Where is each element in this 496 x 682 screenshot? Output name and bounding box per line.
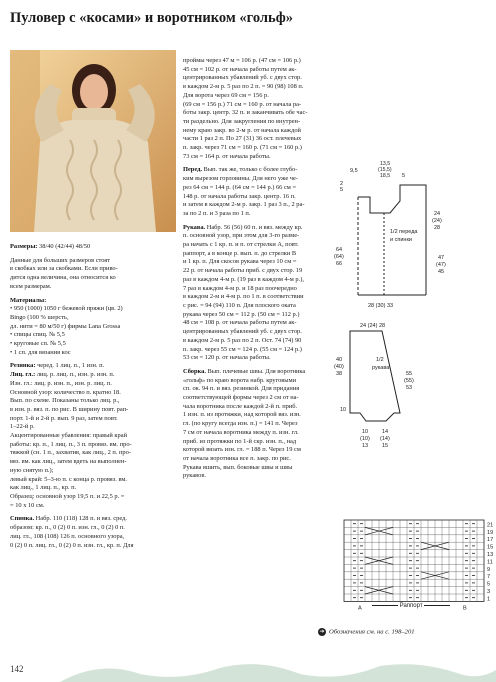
left-text-line: лиц. гл., 108 (108) 126 п. основного узора, <box>10 532 125 540</box>
middle-text-line: сп. ок. 94 п. и вяз. резинкой. Для придания <box>183 385 300 393</box>
svg-text:(10): (10) <box>360 436 370 442</box>
decorative-border <box>60 660 496 682</box>
middle-text-line: Перед. Вып. так же, только с более глубо- <box>183 166 298 174</box>
svg-text:24 (24) 28: 24 (24) 28 <box>360 323 386 329</box>
page-title: Пуловер с «косами» и воротником «гольф» <box>10 10 294 26</box>
left-text-line: Основной узор: количество п. кратно 18. <box>10 388 121 396</box>
middle-text-line: 7 см от начала воротника между п. изн. гл. <box>183 428 299 436</box>
middle-text-column <box>183 57 331 481</box>
svg-text:2: 2 <box>340 181 344 187</box>
left-text-line <box>10 297 178 306</box>
svg-text:45: 45 <box>438 269 445 275</box>
svg-text:64: 64 <box>336 247 343 253</box>
row-number: 1 <box>487 596 491 603</box>
svg-text:24: 24 <box>434 211 441 217</box>
row-number: 19 <box>487 529 494 536</box>
left-text-line: в изн. р. вяз. п. по рис. В ширину повт. рап- <box>10 405 129 413</box>
row-number: 7 <box>487 574 491 581</box>
middle-text-line: и 1 кр. п. Для скосов рукава через 10 см = <box>183 258 297 266</box>
row-number: 11 <box>487 559 493 566</box>
left-text-line: левый край: 5–3-ю п. с конца р. провяз. вм. <box>10 475 128 483</box>
svg-text:28 (30) 33: 28 (30) 33 <box>368 303 394 309</box>
svg-text:5: 5 <box>402 173 406 179</box>
middle-text-line: боты закр. центр. 32 п. и заканчивать обе час- <box>183 109 308 117</box>
svg-text:14: 14 <box>382 429 389 435</box>
middle-text-line: проймы через 47 м = 106 р. (47 см = 106 р.) <box>183 57 301 64</box>
left-text-line: 0 (2) 0 п. лиц. гл., 0 (2) 0 п. изн. гл., кр. п. Для <box>10 541 134 549</box>
middle-text-line: рез 64 см = 144 р. (64 см = 144 р.) 66 см = <box>183 183 297 191</box>
row-number: 5 <box>487 581 491 588</box>
left-text-line: 1–22-й р. <box>10 423 35 431</box>
middle-text-line: чала воротника после каждой 2-й п. приб. <box>183 402 298 410</box>
section-heading: Спинка. <box>10 515 35 523</box>
left-text-line: Акцентированные убавления: правый край <box>10 432 127 440</box>
svg-text:53: 53 <box>406 385 413 391</box>
left-text-line: тяжкой (сн. 1 п., захватив, как лиц., 2 п. про- <box>10 449 131 457</box>
svg-text:(15,5): (15,5) <box>378 167 392 173</box>
middle-text-line: раппорт, а в конце р. вып. п. до стрелки В <box>183 249 297 257</box>
middle-text-line: Для ворота через 69 см = 156 р. <box>183 91 269 99</box>
middle-text-line: за по 2 п. и 3 раза по 1 п. <box>183 209 251 217</box>
middle-text-line: ким вырезом горловины. Для него уже че- <box>183 175 298 183</box>
middle-text-line: от начала воротника все п. закр. по рис. <box>183 454 291 462</box>
svg-text:28: 28 <box>434 225 441 231</box>
left-text-line: = 10 х 10 см. <box>10 501 45 509</box>
stitch-chart <box>330 518 496 612</box>
left-text-line: в скобках или за скобками. Если приво- <box>10 265 118 273</box>
left-text-line: Данные для больших размеров стоят <box>10 256 111 264</box>
section-heading: Размеры: <box>10 243 38 250</box>
left-text-line: • круговые сп. № 5,5 <box>10 340 66 348</box>
middle-text-line: ра начать с 1 кр. п. и п. от стрелки А, повт. <box>183 241 299 249</box>
middle-text-line: «гольф» по краю ворота набр. круговыми <box>183 376 297 384</box>
arrow-b-label: В <box>463 605 467 612</box>
svg-text:(24): (24) <box>432 218 442 224</box>
left-text-line: как лиц., 1 лиц. п., кр. п. <box>10 484 77 492</box>
rapport-label: Раппорт <box>372 603 450 609</box>
legend-note: ➔ Обозначения см. на с. 198–201 <box>319 628 415 636</box>
svg-text:1/2 переда: 1/2 переда <box>390 229 418 235</box>
svg-text:13: 13 <box>362 443 369 449</box>
svg-text:38: 38 <box>336 371 343 377</box>
middle-text-line: нему краю закр. во 2-м р. от начала каждой <box>183 126 301 134</box>
svg-text:40: 40 <box>336 357 343 363</box>
middle-text-line: центрированных убавлений уб. с двух стор. <box>183 74 302 82</box>
row-number: 9 <box>487 566 491 573</box>
left-text-line: дл. нити = 80 м/50 г) фирмы Lana Grossa <box>10 322 121 330</box>
middle-text-line: гл. (по кругу всегда изн. п.) = 141 п. Через <box>183 420 298 428</box>
left-text-column <box>10 243 178 550</box>
svg-text:10: 10 <box>340 407 347 413</box>
middle-text-line: центрированных убавлений уб. с двух стор. <box>183 328 302 336</box>
middle-text-line: в каждом 2-м р. 5 раз по 2 п. = 90 (98) 108 п. <box>183 83 304 91</box>
dim-top: 13,5 <box>380 161 391 167</box>
svg-text:9,5: 9,5 <box>350 168 358 174</box>
left-text-line: дится одна величина, она относится ко <box>10 274 116 282</box>
middle-text-line: соответствующей формы через 2 см от на- <box>183 394 299 402</box>
sleeve-schematic <box>350 331 400 421</box>
middle-text-line: Рукава вшить, вып. боковые швы и швы <box>183 463 293 471</box>
svg-text:(64): (64) <box>334 254 344 260</box>
middle-text-line: приб. из протяжки по 1-й скр. изн. п., над <box>183 437 297 445</box>
left-text-line: • спицы спиц. № 5,5 <box>10 331 65 339</box>
left-text-line: Bingo (100 % шерсть, <box>10 313 69 321</box>
row-number: 15 <box>487 544 494 551</box>
section-heading: Сборка. <box>183 367 206 375</box>
row-number: 3 <box>487 589 491 595</box>
svg-text:(40): (40) <box>334 364 344 370</box>
row-number: 17 <box>487 537 494 544</box>
middle-text-line: и затем в каждом 2-м р. закр. 1 раз 3 п., 2 ра- <box>183 201 305 209</box>
model-photo <box>10 50 176 232</box>
section-heading: Перед. <box>183 166 202 174</box>
middle-text-line: 1 изн. п. из протяжки, над которой вяз. изн. <box>183 411 301 419</box>
svg-text:1/2: 1/2 <box>376 357 384 363</box>
section-heading: Лиц. гл.: <box>10 371 36 379</box>
middle-text-line: п. основной узор, при этом для 3-го разме- <box>183 232 300 240</box>
row-number: 13 <box>487 552 494 558</box>
svg-text:47: 47 <box>438 255 445 261</box>
left-text-line: Изн. гл.: лиц. р. изн. п., изн. р. лиц. п. <box>10 379 112 387</box>
row-number: 21 <box>487 522 494 529</box>
left-text-line: • 1 сп. для вязания кос <box>10 348 71 356</box>
left-text-line: работы: кр. п., 1 лиц. п., 3 п. провяз. вм. про- <box>10 440 132 448</box>
middle-text-line: ти раздельно. Для закругления по внутрен- <box>183 117 301 125</box>
middle-text-line: 73 см = 164 р. от начала работы. <box>183 152 271 160</box>
svg-text:66: 66 <box>336 261 343 267</box>
arrow-icon: ➔ <box>319 629 325 635</box>
svg-text:5: 5 <box>340 187 344 193</box>
left-text-line: порт. 1-й и 2-й р. вып. 9 раз, затем повт. <box>10 414 118 422</box>
left-text-line: Образец: основной узор 19,5 п. и 22,5 р. = <box>10 492 125 500</box>
svg-text:(14): (14) <box>380 436 390 442</box>
middle-text-line: 53 см = 120 р. от начала работы. <box>183 354 271 362</box>
middle-text-line: 45 см = 102 р. от начала работы путем ак- <box>183 65 297 73</box>
left-text-line: ную снятую п.); <box>10 466 54 474</box>
left-text-line: Лиц. гл.: лиц. р. лиц. п., изн. р. изн. п. <box>10 371 115 379</box>
section-heading: Резинка: <box>10 362 36 370</box>
middle-text-line: раз в каждом 4-м р. (19 раз в каждом 4-м р.), <box>183 275 304 283</box>
svg-text:(47): (47) <box>436 262 446 268</box>
middle-text-line: которой вязать изн. гл. = 188 п. Через 19 см <box>183 446 301 454</box>
middle-text-line: 7 раз в каждом 4-м р. и 18 раз поочередно <box>183 284 297 292</box>
left-text-line: образом: кр. п., 0 (2) 0 п. изн. гл., 0 (2) 0 п. <box>10 524 125 532</box>
middle-text-line: 148 р. от начала работы закр. центр. 16 п. <box>183 192 296 200</box>
pattern-schematic <box>330 155 496 455</box>
middle-text-line: п. закр. через 55 см = 124 р. (55 см = 124 р.) <box>183 345 302 353</box>
svg-text:рукава: рукава <box>372 365 390 371</box>
section-heading: Рукава. <box>183 223 206 231</box>
left-text-line: Спинка. Набр. 110 (118) 128 п. и вяз. сред. <box>10 515 127 523</box>
middle-text-line: в каждом 2-м р. 5 раз по 2 п. Ост. 74 (74) 90 <box>183 336 302 344</box>
left-text-line: всем размерам. <box>10 282 52 290</box>
left-text-line: Размеры: 38/40 (42/44) 48/50 <box>10 243 91 250</box>
middle-text-line: 48 см = 108 р. от начала работы путем ак- <box>183 319 297 327</box>
middle-text-line: части 1 раз 2 п. По 27 (31) 36 ост. плечевых <box>183 135 302 143</box>
left-text-line: Резинка: чеpед. 1 лиц. п., 1 изн. п. <box>10 362 105 370</box>
section-heading: Материалы: <box>10 296 47 304</box>
svg-text:15: 15 <box>382 443 389 449</box>
left-text-line: вяз. вм. как лиц., затем вдеть на выполнен- <box>10 458 127 466</box>
middle-text-line: Рукава. Набр. 56 (56) 60 п. и вяз. между кр. <box>183 223 303 231</box>
svg-text:10: 10 <box>362 429 369 435</box>
middle-text-line: Сборка. Вып. плечевые швы. Для воротника <box>183 367 306 375</box>
svg-text:(55): (55) <box>404 378 414 384</box>
middle-text-line: рукава через 50 см = 112 р. (50 см = 112 р.) <box>183 310 300 318</box>
middle-text-line: (69 см = 156 р.) 71 см = 160 р. от начала ра- <box>183 100 302 108</box>
middle-text-line: рукавов. <box>183 472 206 480</box>
svg-text:55: 55 <box>406 371 413 377</box>
middle-text-line: в каждом 2-м и 4-м р. по 1 п. в соответствии <box>183 293 304 301</box>
middle-text-line: 22 р. от начала работы приб. с двух стор. 19 <box>183 267 303 275</box>
page-number: 142 <box>10 664 24 674</box>
middle-text-line: п. закр. через 71 см = 160 р. (71 см = 160 р.) <box>183 144 302 152</box>
left-text-line: Вып. по схеме. Показаны только лиц. р., <box>10 397 120 405</box>
svg-text:и спинки: и спинки <box>390 237 412 243</box>
middle-text-line: с рис. = 94 (94) 110 п. Для плоского оката <box>183 301 296 309</box>
svg-text:18,5: 18,5 <box>380 173 391 179</box>
arrow-a-label: А <box>358 605 362 612</box>
left-text-line: • 950 (1000) 1050 г бежевой пряжи (цв. 2) <box>10 305 123 313</box>
